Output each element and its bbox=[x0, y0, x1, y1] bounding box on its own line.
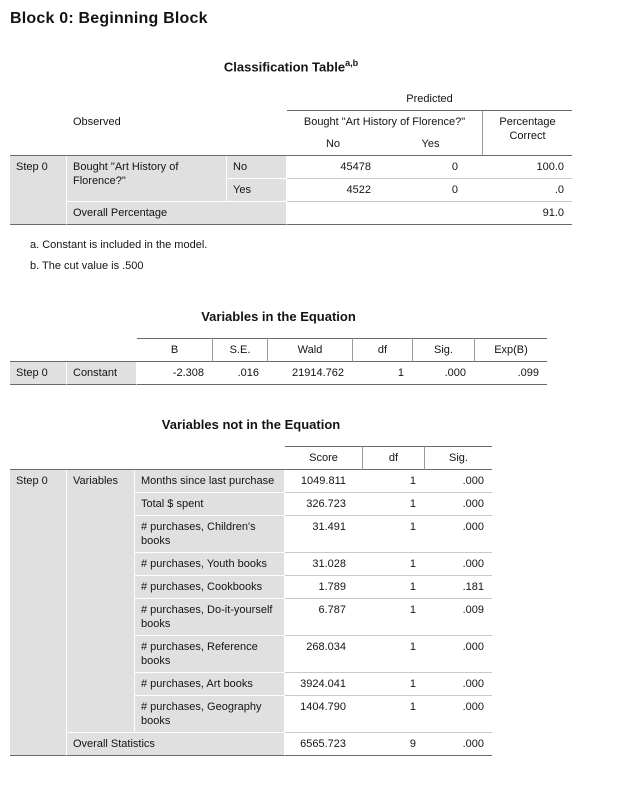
variable-label: Total $ spent bbox=[135, 493, 285, 516]
score-value: 268.034 bbox=[285, 636, 362, 673]
variable-label: # purchases, Do-it-yourself books bbox=[135, 599, 285, 636]
variable-label: # purchases, Reference books bbox=[135, 636, 285, 673]
step-label: Step 0 bbox=[10, 470, 67, 756]
observed-sub-label: No bbox=[227, 156, 287, 179]
percentage-correct-value: 100.0 bbox=[482, 156, 572, 179]
col-header-sig: Sig. bbox=[412, 338, 474, 362]
variable-label: # purchases, Geography books bbox=[135, 696, 285, 733]
df-value: 1 bbox=[362, 673, 424, 696]
overall-percentage-value: 91.0 bbox=[482, 202, 572, 225]
col-header-b: B bbox=[137, 338, 212, 362]
df-value: 1 bbox=[362, 470, 424, 493]
table-row bbox=[10, 470, 492, 493]
variables-not-in-equation-section bbox=[10, 417, 492, 756]
variable-label: Months since last purchase bbox=[135, 470, 285, 493]
score-value: 326.723 bbox=[285, 493, 362, 516]
score-value: 31.491 bbox=[285, 516, 362, 553]
variable-label: # purchases, Cookbooks bbox=[135, 576, 285, 599]
variables-in-equation-table bbox=[10, 338, 547, 385]
predicted-yes-value: 0 bbox=[379, 179, 482, 202]
df-value: 1 bbox=[362, 516, 424, 553]
block-heading: Block 0: Beginning Block bbox=[10, 10, 208, 27]
col-header-sig: Sig. bbox=[424, 446, 492, 470]
df-value: 1 bbox=[362, 553, 424, 576]
col-header-score: Score bbox=[285, 446, 362, 470]
col-header-wald: Wald bbox=[267, 338, 352, 362]
spacer-cell bbox=[287, 202, 379, 225]
spacer-cell bbox=[10, 338, 67, 362]
overall-score-value: 6565.723 bbox=[285, 733, 362, 756]
sig-value: .000 bbox=[424, 553, 492, 576]
variables-not-in-equation-title: Variables not in the Equation bbox=[161, 417, 341, 433]
predicted-yes-value: 0 bbox=[379, 156, 482, 179]
variables-not-in-equation-table bbox=[10, 446, 492, 756]
table-footnotes bbox=[30, 235, 572, 277]
df-value: 1 bbox=[362, 599, 424, 636]
percentage-correct-header: Percentage Correct bbox=[482, 111, 572, 156]
classification-title-text: Classification Table bbox=[223, 59, 346, 75]
table-row bbox=[10, 362, 547, 385]
classification-table-title bbox=[10, 58, 572, 74]
variables-in-equation-section bbox=[10, 309, 547, 385]
sig-value: .181 bbox=[424, 576, 492, 599]
col-header-df: df bbox=[362, 446, 424, 470]
df-value: 1 bbox=[362, 696, 424, 733]
sig-value: .000 bbox=[424, 636, 492, 673]
observed-row-label: Bought "Art History of Florence?" bbox=[67, 156, 227, 202]
score-value: 31.028 bbox=[285, 553, 362, 576]
col-header-expb: Exp(B) bbox=[474, 338, 547, 362]
table-row bbox=[10, 733, 492, 756]
group-spanner: Bought "Art History of Florence?" bbox=[303, 116, 466, 129]
score-value: 1.789 bbox=[285, 576, 362, 599]
col-header-se: S.E. bbox=[212, 338, 267, 362]
classification-section bbox=[10, 58, 572, 277]
sig-value: .000 bbox=[424, 470, 492, 493]
overall-percentage-label: Overall Percentage bbox=[67, 202, 287, 225]
b-value: -2.308 bbox=[137, 362, 212, 385]
variable-label: # purchases, Art books bbox=[135, 673, 285, 696]
variables-in-equation-title: Variables in the Equation bbox=[201, 309, 356, 325]
spacer-cell bbox=[379, 202, 482, 225]
spacer-cell bbox=[10, 111, 67, 156]
percentage-correct-value: .0 bbox=[482, 179, 572, 202]
spacer-cell bbox=[10, 446, 285, 470]
sig-value: .000 bbox=[424, 493, 492, 516]
predicted-spanner: Predicted bbox=[287, 88, 572, 111]
variable-label: # purchases, Children's books bbox=[135, 516, 285, 553]
table-row bbox=[10, 88, 572, 111]
table-row bbox=[10, 338, 547, 362]
observed-sub-label: Yes bbox=[227, 179, 287, 202]
score-value: 3924.041 bbox=[285, 673, 362, 696]
spacer-cell bbox=[67, 338, 137, 362]
classification-table bbox=[10, 88, 572, 225]
col-header-yes: Yes bbox=[379, 133, 482, 156]
col-header-no: No bbox=[287, 133, 379, 156]
footnote-a: a. Constant is included in the model. bbox=[30, 239, 208, 252]
wald-value: 21914.762 bbox=[267, 362, 352, 385]
overall-df-value: 9 bbox=[362, 733, 424, 756]
constant-label: Constant bbox=[67, 362, 137, 385]
predicted-no-value: 4522 bbox=[287, 179, 379, 202]
sig-value: .000 bbox=[424, 696, 492, 733]
sig-value: .000 bbox=[412, 362, 474, 385]
score-value: 6.787 bbox=[285, 599, 362, 636]
col-header-df: df bbox=[352, 338, 412, 362]
sig-value: .000 bbox=[424, 516, 492, 553]
score-value: 1404.790 bbox=[285, 696, 362, 733]
observed-header: Observed bbox=[67, 111, 227, 156]
table-row bbox=[10, 156, 572, 179]
overall-statistics-label: Overall Statistics bbox=[67, 733, 285, 756]
overall-sig-value: .000 bbox=[424, 733, 492, 756]
df-value: 1 bbox=[362, 636, 424, 673]
sig-value: .000 bbox=[424, 673, 492, 696]
spacer-cell bbox=[10, 88, 287, 111]
df-value: 1 bbox=[362, 493, 424, 516]
variables-group-label: Variables bbox=[67, 470, 135, 733]
predicted-no-value: 45478 bbox=[287, 156, 379, 179]
step-label: Step 0 bbox=[10, 156, 67, 225]
score-value: 1049.811 bbox=[285, 470, 362, 493]
footnote-b: b. The cut value is .500 bbox=[30, 260, 144, 273]
sig-value: .009 bbox=[424, 599, 492, 636]
table-row bbox=[10, 446, 492, 470]
table-row bbox=[10, 111, 572, 133]
variable-label: # purchases, Youth books bbox=[135, 553, 285, 576]
classification-title-footmark: a,b bbox=[345, 58, 359, 68]
expb-value: .099 bbox=[474, 362, 547, 385]
se-value: .016 bbox=[212, 362, 267, 385]
table-row bbox=[10, 202, 572, 225]
df-value: 1 bbox=[362, 576, 424, 599]
step-label: Step 0 bbox=[10, 362, 67, 385]
spacer-cell bbox=[227, 111, 287, 156]
df-value: 1 bbox=[352, 362, 412, 385]
